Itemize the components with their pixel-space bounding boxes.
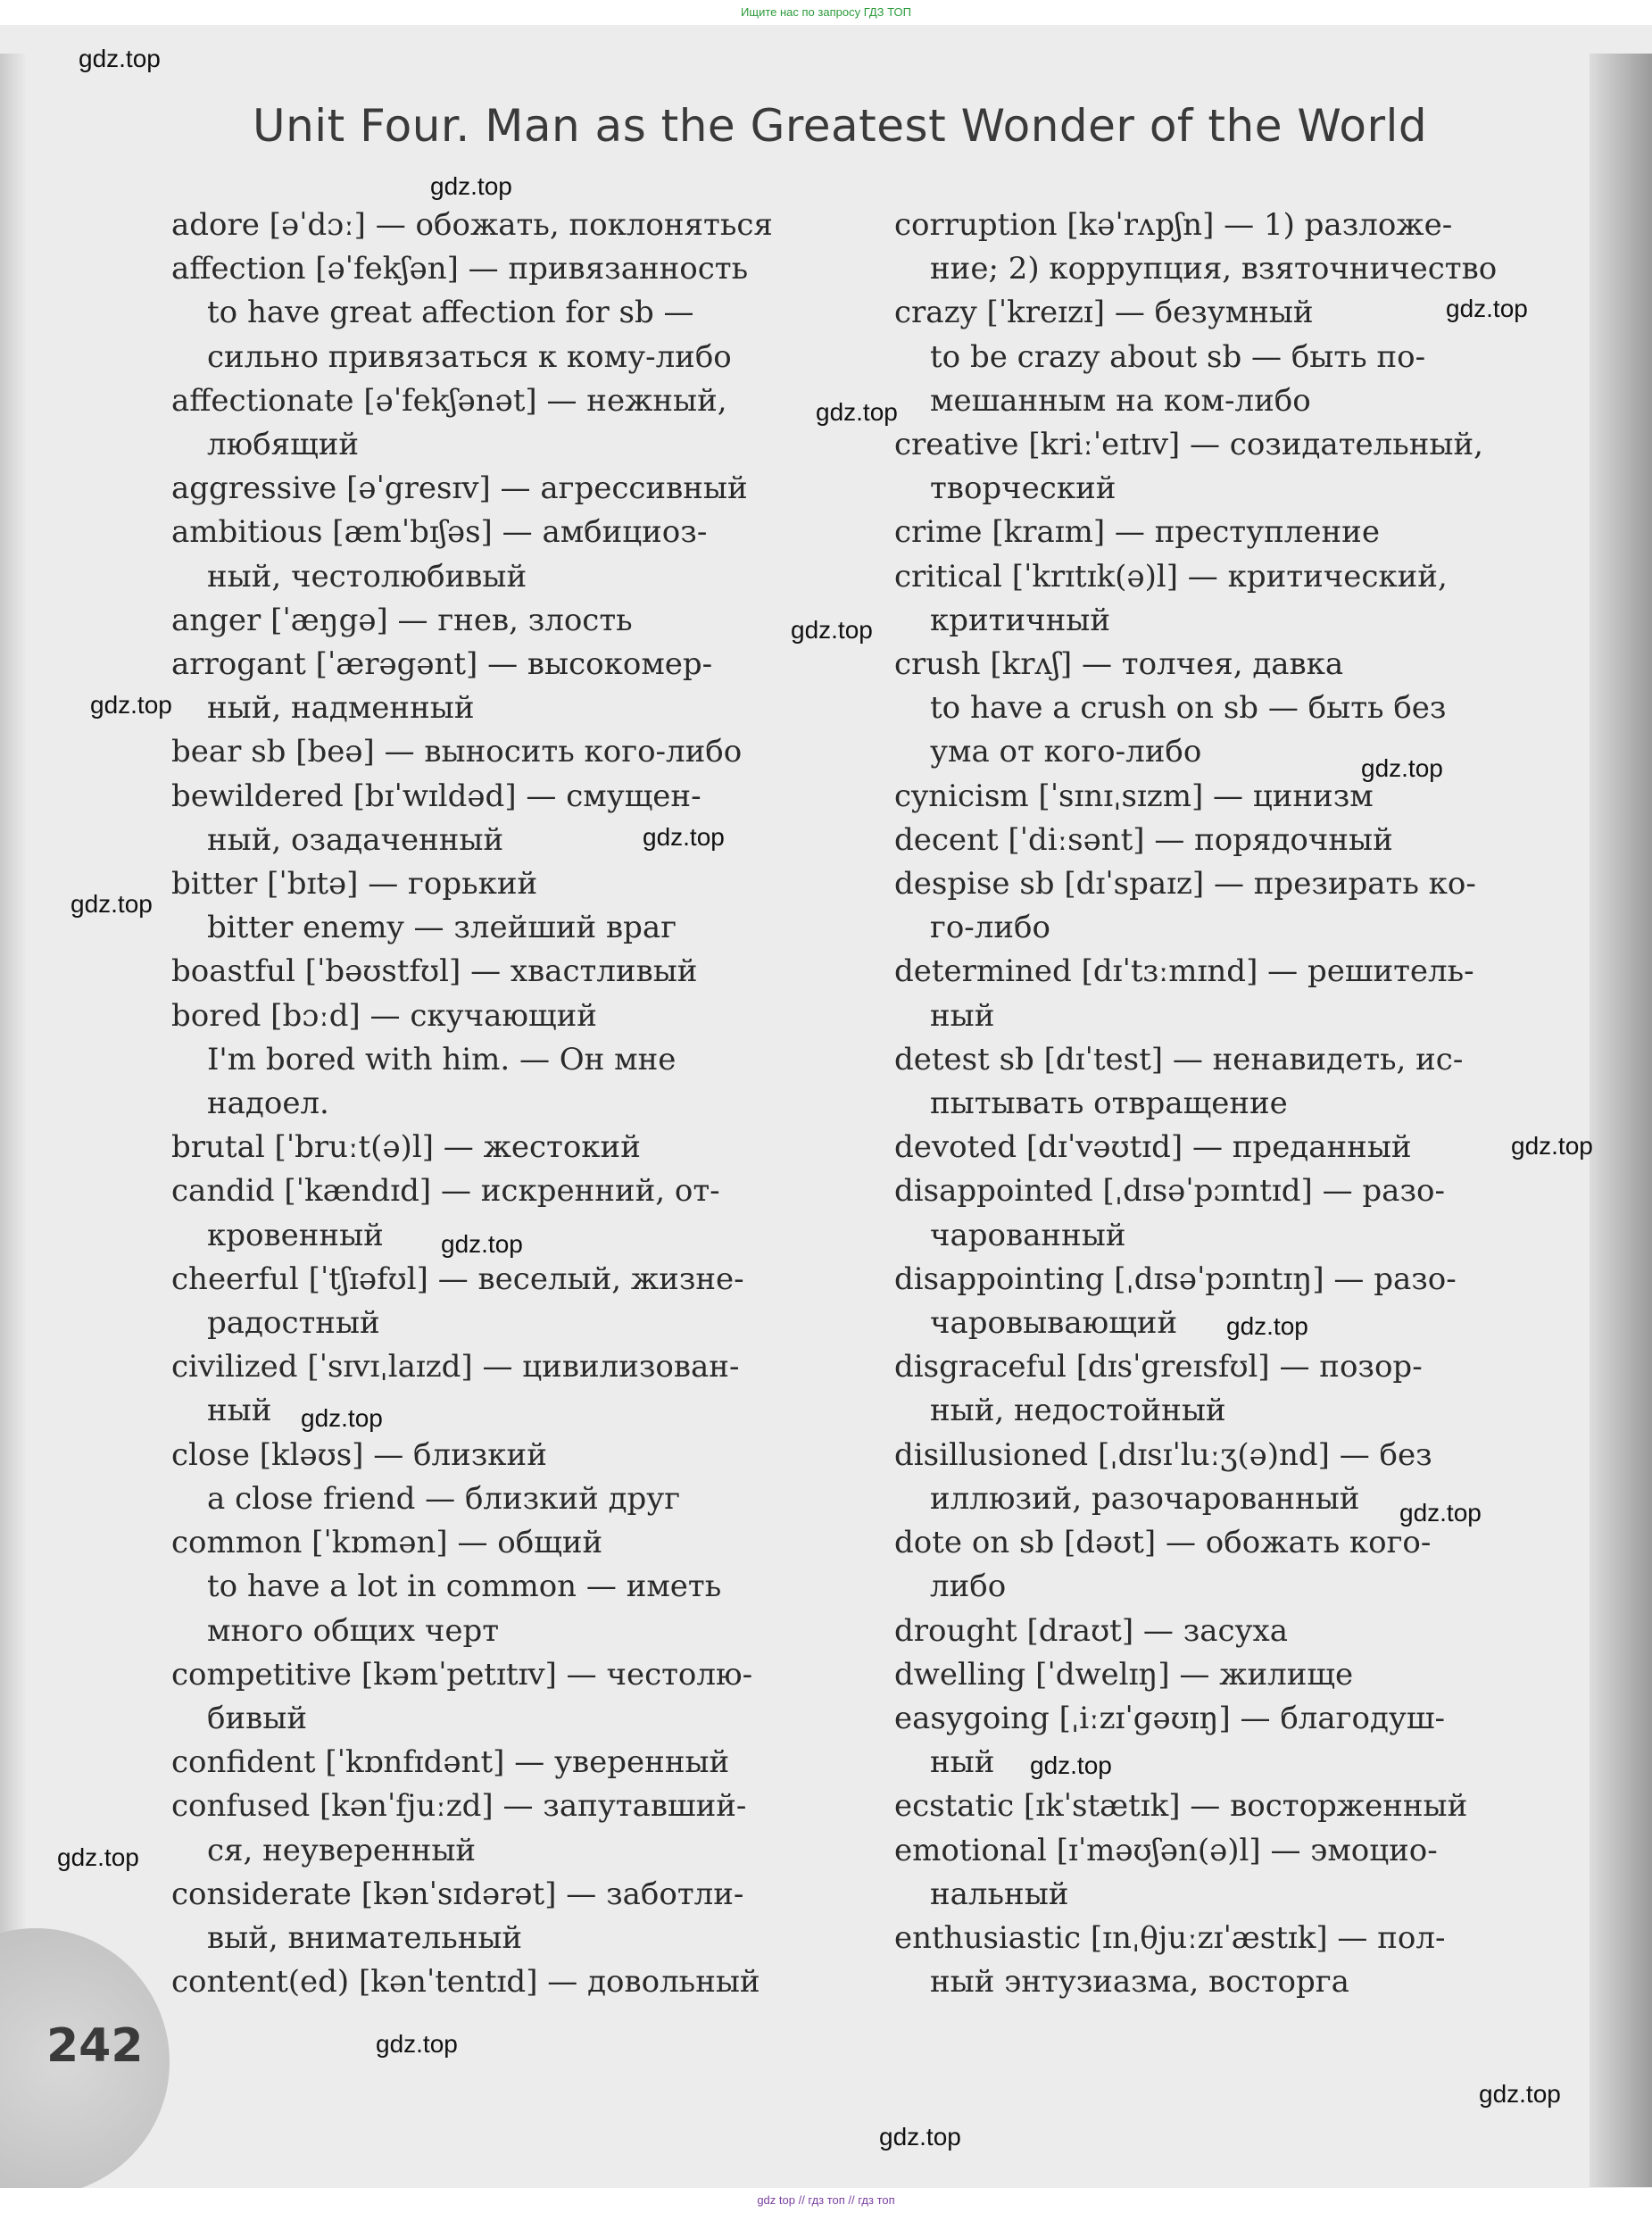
entry-line: ный <box>207 1393 272 1429</box>
entry-line: to have a lot in common — иметь <box>207 1568 722 1605</box>
entry-line: emotional [ɪˈməʊʃən(ə)l] — эмоцио- <box>894 1832 1438 1868</box>
vocabulary-entry <box>171 204 805 247</box>
vocabulary-entry <box>894 643 1528 686</box>
entry-line: considerate [kənˈsɪdərət] — заботли- <box>171 1876 744 1912</box>
watermark: gdz.top <box>791 616 873 644</box>
vocabulary-entry <box>171 1960 805 2004</box>
entry-line: ный, надменный <box>207 690 475 727</box>
watermark: gdz.top <box>1361 754 1443 782</box>
entry-line: aggressive [əˈgresɪv] — агрессивный <box>171 470 748 507</box>
entry-line: crime [kraɪm] — преступление <box>894 514 1380 551</box>
entry-line: drought [draʊt] — засуха <box>894 1612 1289 1649</box>
vocabulary-entry <box>171 1653 805 1741</box>
entry-line: го-либо <box>930 910 1050 946</box>
entry-line: affectionate [əˈfekʃənət] — нежный, <box>171 382 727 419</box>
watermark: gdz.top <box>643 823 725 851</box>
entry-line: close [kləʊs] — близкий <box>171 1436 547 1473</box>
vocabulary-entry <box>171 1741 805 1785</box>
entry-line: творческий <box>930 470 1117 507</box>
entry-line: вый, внимательный <box>207 1919 523 1956</box>
watermark: gdz.top <box>879 2123 961 2151</box>
vocabulary-entry <box>171 379 805 467</box>
entry-line: пытывать отвращение <box>930 1086 1288 1122</box>
vocabulary-entry <box>894 1610 1528 1653</box>
entry-line: ние; 2) коррупция, взяточничество <box>930 251 1498 287</box>
vocabulary-entry <box>894 1785 1528 1828</box>
entry-line: bewildered [bɪˈwɪldəd] — смущен- <box>171 778 701 814</box>
vocabulary-entry <box>171 643 805 730</box>
entry-line: enthusiastic [ɪnˌθjuːzɪˈæstɪk] — пол- <box>894 1919 1446 1956</box>
watermark: gdz.top <box>1479 2080 1561 2108</box>
entry-line: нальный <box>930 1876 1069 1912</box>
vocabulary-entry <box>171 467 805 511</box>
vocabulary-left-column <box>171 204 805 2004</box>
entry-line: crush [krʌʃ] — толчея, давка <box>894 646 1344 683</box>
watermark: gdz.top <box>1446 295 1528 322</box>
entry-line: boastful [ˈbəʊstfʊl] — хвастливый <box>171 953 698 990</box>
vocabulary-entry <box>171 1434 805 1477</box>
entry-line: ambitious [æmˈbɪʃəs] — амбициоз- <box>171 514 708 551</box>
vocabulary-entry <box>894 555 1528 643</box>
entry-line: disappointing [ˌdɪsəˈpɔɪntɪŋ] — разо- <box>894 1260 1457 1297</box>
entry-line: corruption [kəˈrʌpʃn] — 1) разложе- <box>894 207 1453 243</box>
watermark: gdz.top <box>90 691 172 719</box>
vocabulary-entry <box>171 1873 805 1960</box>
entry-line: ный энтузиазма, восторга <box>930 1964 1349 2001</box>
vocabulary-entry <box>171 1345 805 1433</box>
entry-line: arrogant [ˈærəgənt] — высокомер- <box>171 646 713 683</box>
entry-line: иллюзий, разочарованный <box>930 1480 1360 1517</box>
vocabulary-entry <box>171 950 805 994</box>
entry-line: сильно привязаться к кому-либо <box>207 338 732 375</box>
watermark: gdz.top <box>301 1404 383 1432</box>
entry-line: бивый <box>207 1700 307 1736</box>
entry-line: competitive [kəmˈpetɪtɪv] — честолю- <box>171 1656 753 1693</box>
entry-line: bored [bɔːd] — скучающий <box>171 997 597 1034</box>
entry-line: чарованный <box>930 1217 1126 1253</box>
watermark: gdz.top <box>430 172 512 200</box>
entry-line: devoted [dɪˈvəʊtɪd] — преданный <box>894 1129 1412 1166</box>
vocabulary-entry <box>894 423 1528 511</box>
watermark: gdz.top <box>71 890 153 918</box>
watermark: gdz.top <box>1226 1312 1308 1340</box>
page-number: 242 <box>46 2019 144 2073</box>
entry-line: affection [əˈfekʃən] — привязанность <box>171 251 749 287</box>
unit-title: Unit Four. Man as the Greatest Wonder of the World <box>253 100 1428 152</box>
entry-line: candid [ˈkændɪd] — искренний, от- <box>171 1173 720 1210</box>
vocabulary-entry <box>894 1697 1528 1785</box>
watermark: gdz.top <box>376 2030 458 2058</box>
entry-line: I'm bored with him. — Он мне <box>207 1041 677 1077</box>
entry-line: ный, недостойный <box>930 1393 1226 1429</box>
vocabulary-entry <box>171 1785 805 1872</box>
vocabulary-entry <box>894 1345 1528 1433</box>
vocabulary-entry <box>171 599 805 643</box>
entry-line: критичный <box>930 602 1111 638</box>
vocabulary-right-column <box>894 204 1528 2004</box>
entry-line: cheerful [ˈtʃɪəfʊl] — веселый, жизне- <box>171 1260 744 1297</box>
entry-line: надоел. <box>207 1086 329 1122</box>
watermark: gdz.top <box>1399 1499 1482 1527</box>
entry-line: disgraceful [dɪsˈgreɪsfʊl] — позор- <box>894 1349 1423 1385</box>
vocabulary-entry <box>171 1126 805 1169</box>
vocabulary-entry <box>171 511 805 598</box>
entry-line: determined [dɪˈtɜːmɪnd] — решитель- <box>894 953 1474 990</box>
entry-line: cynicism [ˈsɪnɪˌsɪzm] — цинизм <box>894 778 1374 814</box>
entry-line: ный, честолюбивый <box>207 558 527 595</box>
vocabulary-entry <box>894 1169 1528 1257</box>
entry-line: brutal [ˈbruːt(ə)l] — жестокий <box>171 1129 641 1166</box>
entry-line: ecstatic [ɪkˈstætɪk] — восторженный <box>894 1788 1468 1825</box>
entry-line: ный <box>930 997 995 1034</box>
entry-line: content(ed) [kənˈtentɪd] — довольный <box>171 1964 760 2001</box>
vocabulary-entry <box>171 994 805 1038</box>
entry-line: bear sb [beə] — выносить кого-либо <box>171 734 743 770</box>
entry-line: a close friend — близкий друг <box>207 1480 681 1517</box>
vocabulary-entry <box>894 1521 1528 1609</box>
entry-line: dote on sb [dəʊt] — обожать кого- <box>894 1525 1432 1561</box>
vocabulary-entry <box>894 1829 1528 1917</box>
entry-line: мешанным на ком-либо <box>930 382 1311 419</box>
bottom-banner[interactable]: gdz top // гдз топ // гдз топ <box>0 2188 1652 2213</box>
entry-line: ный, озадаченный <box>207 821 504 858</box>
entry-line: to have a crush on sb — быть без <box>930 690 1447 727</box>
vocabulary-entry <box>171 730 805 774</box>
entry-line: decent [ˈdiːsənt] — порядочный <box>894 821 1393 858</box>
entry-line: либо <box>930 1568 1007 1605</box>
entry-line: bitter enemy — злейший враг <box>207 910 677 946</box>
entry-line: crazy [ˈkreɪzɪ] — безумный <box>894 295 1314 331</box>
watermark: gdz.top <box>441 1230 523 1258</box>
entry-line: много общих черт <box>207 1612 500 1649</box>
vocabulary-entry <box>171 862 805 906</box>
vocabulary-entry <box>894 862 1528 950</box>
entry-line: civilized [ˈsɪvɪˌlaɪzd] — цивилизован- <box>171 1349 740 1385</box>
vocabulary-entry <box>894 204 1528 291</box>
watermark: gdz.top <box>1030 1751 1112 1779</box>
vocabulary-entry <box>894 291 1528 335</box>
vocabulary-entry <box>171 1038 805 1126</box>
vocabulary-entry <box>171 291 805 379</box>
entry-line: detest sb [dɪˈtest] — ненавидеть, ис- <box>894 1041 1464 1077</box>
entry-line: common [ˈkɒmən] — общий <box>171 1525 603 1561</box>
entry-line: adore [əˈdɔː] — обожать, поклоняться <box>171 207 773 243</box>
entry-line: confused [kənˈfjuːzd] — запутавший- <box>171 1788 747 1825</box>
entry-line: любящий <box>207 427 360 463</box>
entry-line: disappointed [ˌdɪsəˈpɔɪntɪd] — разо- <box>894 1173 1445 1210</box>
vocabulary-entry <box>171 906 805 950</box>
entry-line: чаровывающий <box>930 1305 1178 1342</box>
vocabulary-entry <box>171 1565 805 1652</box>
vocabulary-entry <box>171 247 805 291</box>
vocabulary-entry <box>894 1038 1528 1126</box>
entry-line: to be crazy about sb — быть по- <box>930 338 1426 375</box>
watermark: gdz.top <box>57 1843 139 1871</box>
page-left-shadow <box>0 54 27 2187</box>
vocabulary-entry <box>894 1126 1528 1169</box>
vocabulary-entry <box>894 1653 1528 1697</box>
watermark: gdz.top <box>1511 1132 1593 1160</box>
entry-line: creative [kriːˈeɪtɪv] — созидательный, <box>894 427 1483 463</box>
entry-line: confident [ˈkɒnfɪdənt] — уверенный <box>171 1744 730 1781</box>
watermark: gdz.top <box>79 45 161 72</box>
entry-line: радостный <box>207 1305 380 1342</box>
top-banner[interactable]: Ищите нас по запросу ГДЗ ТОП <box>0 0 1652 25</box>
vocabulary-entry <box>894 336 1528 423</box>
entry-line: кровенный <box>207 1217 384 1253</box>
entry-line: to have great affection for sb — <box>207 295 694 331</box>
page-spine-shadow <box>1590 54 1652 2187</box>
entry-line: disillusioned [ˌdɪsɪˈluːʒ(ə)nd] — без <box>894 1436 1432 1473</box>
entry-line: ума от кого-либо <box>930 734 1202 770</box>
vocabulary-entry <box>894 1917 1528 2004</box>
vocabulary-entry <box>894 819 1528 862</box>
entry-line: ный <box>930 1744 995 1781</box>
entry-line: easygoing [ˌiːzɪˈgəʊɪŋ] — благодуш- <box>894 1700 1445 1736</box>
entry-line: critical [ˈkrɪtɪk(ə)l] — критический, <box>894 558 1448 595</box>
vocabulary-entry <box>171 1258 805 1345</box>
entry-line: anger [ˈæŋgə] — гнев, злость <box>171 602 633 638</box>
entry-line: ся, неуверенный <box>207 1832 477 1868</box>
entry-line: despise sb [dɪˈspaɪz] — презирать ко- <box>894 866 1476 903</box>
vocabulary-entry <box>171 1521 805 1565</box>
entry-line: bitter [ˈbɪtə] — горький <box>171 866 538 903</box>
vocabulary-entry <box>894 950 1528 1037</box>
entry-line: dwelling [ˈdwelɪŋ] — жилище <box>894 1656 1354 1693</box>
vocabulary-entry <box>171 1477 805 1521</box>
vocabulary-entry <box>894 511 1528 554</box>
watermark: gdz.top <box>816 398 898 426</box>
vocabulary-entry <box>894 1258 1528 1345</box>
